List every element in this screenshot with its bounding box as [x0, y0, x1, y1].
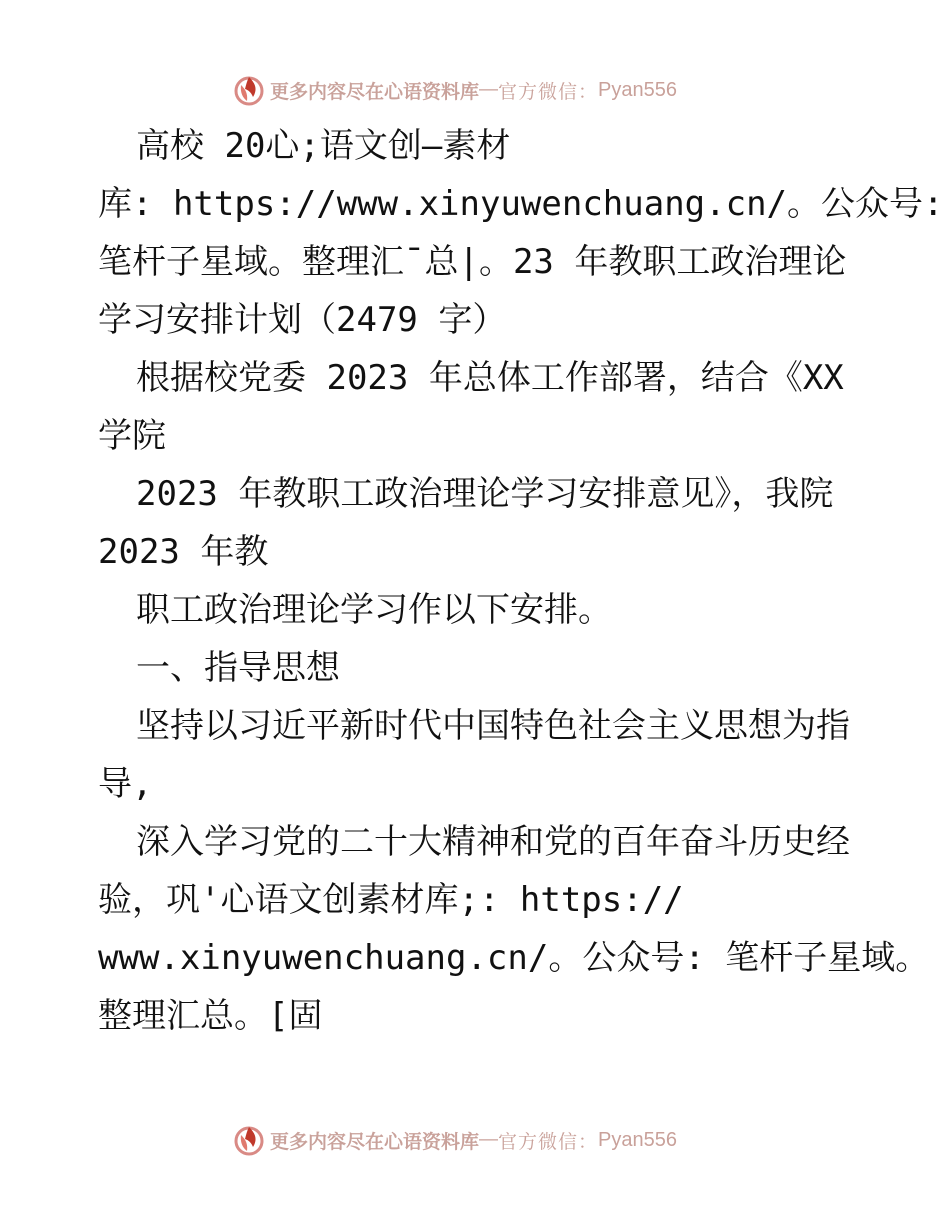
text-line: 根据校党委 2023 年总体工作部署，结合《XX	[136, 358, 844, 398]
banner-wechat-id: Pyan556	[598, 78, 677, 101]
text-line: 深入学习党的二十大精神和党的百年奋斗历史经	[136, 822, 850, 862]
text-line: 一、指导思想	[136, 648, 340, 688]
text-line: 2023 年教	[98, 532, 269, 572]
text-line: 学院	[98, 416, 166, 456]
text-line: 整理汇总。[固	[98, 996, 323, 1036]
red-flame-logo-icon	[232, 1123, 266, 1157]
banner-dash: —	[479, 79, 499, 100]
text-line: 笔杆子星域。整理汇¯总|。23 年教职工政治理论	[98, 242, 847, 282]
footer-watermark-banner	[232, 1120, 732, 1160]
text-line: 职工政治理论学习作以下安排。	[136, 590, 612, 630]
text-line: 高校 20心;语文创—素材	[136, 126, 511, 166]
text-line: 2023 年教职工政治理论学习安排意见》，我院	[136, 474, 834, 514]
banner-wechat-id: Pyan556	[598, 1128, 677, 1151]
text-line: 学习安排计划（2479 字）	[98, 300, 507, 340]
banner-main-text: 更多内容尽在心语资料库	[270, 1130, 480, 1153]
banner-dash: —	[479, 1129, 499, 1150]
document-body	[98, 117, 944, 1045]
text-line: 坚持以习近平新时代中国特色社会主义思想为指	[136, 706, 850, 746]
banner-main-text: 更多内容尽在心语资料库	[270, 80, 480, 103]
red-flame-logo-icon	[232, 73, 266, 107]
text-line: www.xinyuwenchuang.cn/。公众号: 笔杆子星域。	[98, 938, 930, 978]
text-line: 验，巩'心语文创素材库;: https://	[98, 880, 684, 920]
header-watermark-banner	[232, 70, 732, 110]
banner-wechat-label: 官方微信：	[498, 80, 599, 103]
text-line: 库: https://www.xinyuwenchuang.cn/。公众号:	[98, 184, 944, 224]
banner-wechat-label: 官方微信：	[498, 1130, 599, 1153]
text-line: 导,	[98, 764, 153, 804]
